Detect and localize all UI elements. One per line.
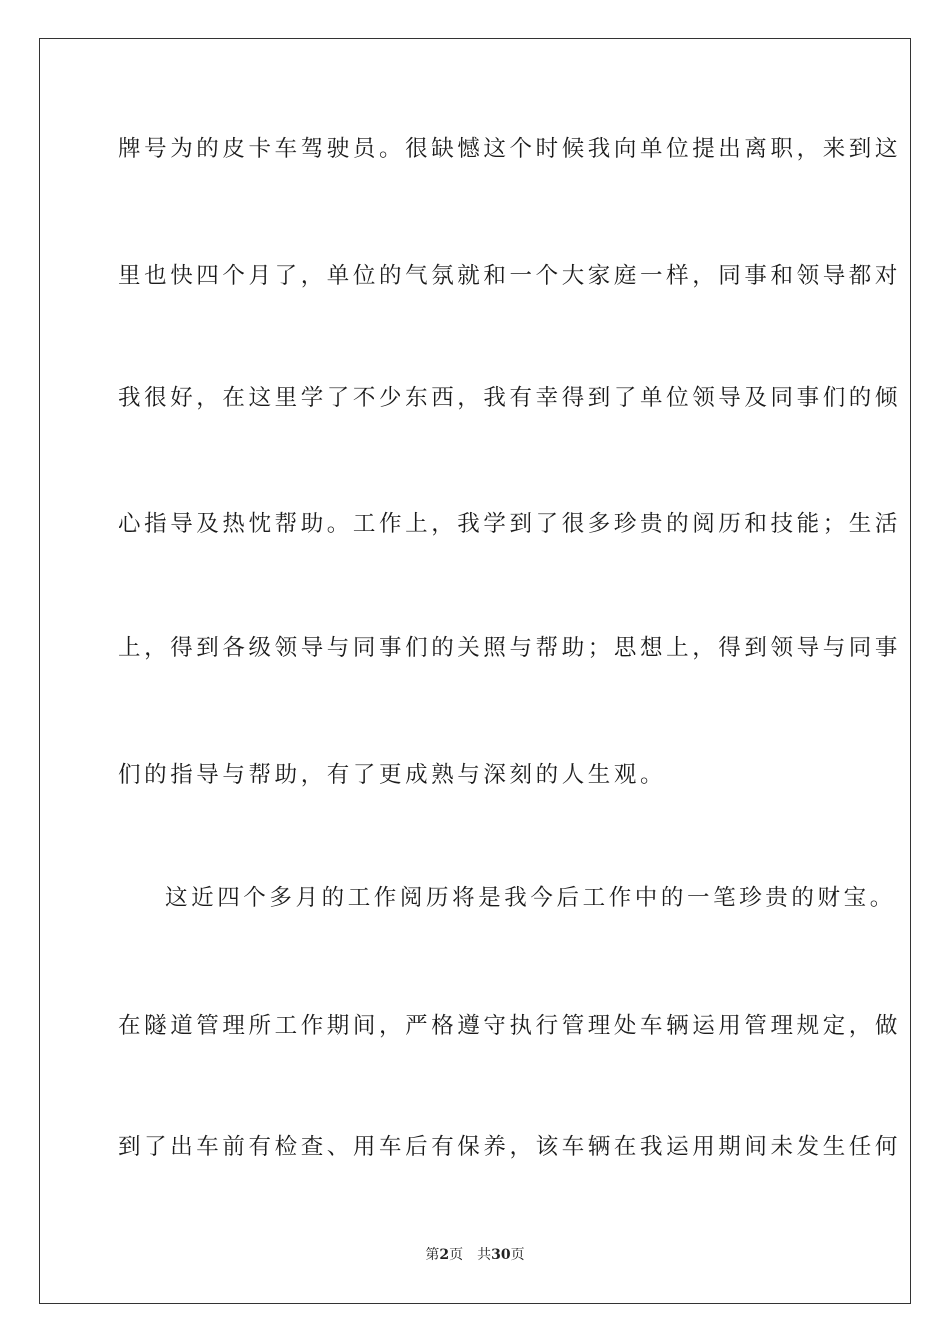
page-border xyxy=(39,38,911,1304)
body-line-9: 到了出车前有检查、用车后有保养，该车辆在我运用期间未发生任何 xyxy=(118,1134,902,1160)
body-line-3: 我很好，在这里学了不少东西，我有幸得到了单位领导及同事们的倾 xyxy=(118,385,902,411)
body-line-8: 在隧道管理所工作期间，严格遵守执行管理处车辆运用管理规定，做 xyxy=(118,1013,902,1039)
page-number: 2 xyxy=(439,1247,450,1263)
body-line-6: 们的指导与帮助，有了更成熟与深刻的人生观。 xyxy=(118,762,667,788)
body-line-2: 里也快四个月了，单位的气氛就和一个大家庭一样，同事和领导都对 xyxy=(118,263,902,289)
total-prefix: 共 xyxy=(477,1247,492,1263)
body-line-1: 牌号为的皮卡车驾驶员。很缺憾这个时候我向单位提出离职，来到这 xyxy=(118,136,902,162)
paragraph-2-first-line: 这近四个多月的工作阅历将是我今后工作中的一笔珍贵的财宝。 xyxy=(165,885,896,911)
total-pages: 30 xyxy=(491,1247,511,1263)
page-suffix: 页 xyxy=(449,1247,464,1263)
page-footer xyxy=(0,1245,950,1265)
body-line-4: 心指导及热忱帮助。工作上，我学到了很多珍贵的阅历和技能；生活 xyxy=(118,511,902,537)
body-line-5: 上，得到各级领导与同事们的关照与帮助；思想上，得到领导与同事 xyxy=(118,635,902,661)
page-prefix: 第 xyxy=(425,1247,440,1263)
total-suffix: 页 xyxy=(510,1247,525,1263)
